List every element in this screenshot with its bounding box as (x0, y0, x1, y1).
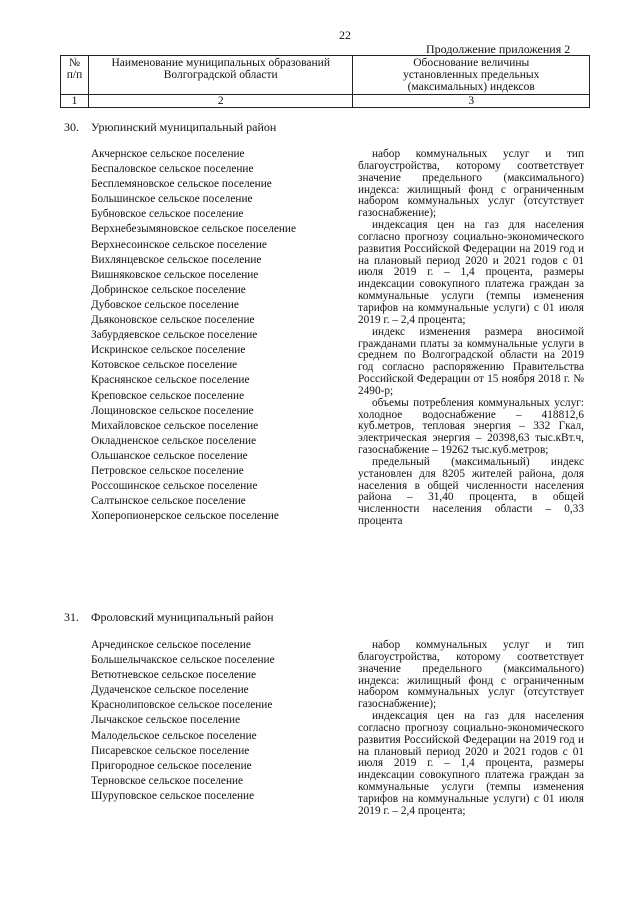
settlement-item: Искринское сельское поселение (91, 344, 246, 357)
header-num-2: 2 (88, 95, 352, 108)
settlement-item: Большелычакское сельское поселение (91, 654, 275, 667)
settlement-item: Лощиновское сельское поселение (91, 404, 254, 417)
section-31-number: 31. (64, 610, 79, 624)
header-row (61, 56, 590, 95)
header-col-name (88, 56, 352, 95)
settlement-item: Салтынское сельское поселение (91, 495, 246, 508)
settlement-item: Арчединское сельское поселение (91, 639, 251, 651)
settlement-item: Котовское сельское поселение (91, 359, 238, 372)
settlement-item: Ветютневское сельское поселение (91, 669, 257, 682)
header-col-just-line1: Обоснование величины (413, 57, 530, 69)
settlement-item: Беспаловское сельское поселение (91, 163, 254, 176)
settlement-item: Писаревское сельское поселение (91, 744, 250, 757)
settlement-item: Пригородное сельское поселение (91, 759, 252, 772)
settlement-item: Дубовское сельское поселение (91, 298, 239, 311)
settlement-item: Краснянское сельское поселение (91, 374, 250, 387)
header-table (60, 55, 590, 108)
section-30-settlement-list (91, 147, 296, 524)
page-number: 22 (339, 28, 351, 42)
settlement-item: Бубновское сельское поселение (91, 208, 244, 221)
settlement-item: Хоперопионерское сельское поселение (91, 510, 279, 523)
header-col-justification (353, 56, 590, 95)
justification-paragraph: объемы потребления коммунальных услуг: холодное водоснабжение – 418812,6 куб.метров, тепловая энергия – 332 Гкал, электрическая энергия – 20398,63 тыс.кВт.ч, газоснабжение – 19262 тыс.куб.метров; (358, 396, 584, 457)
settlement-item: Малодельское сельское поселение (91, 729, 257, 742)
header-col-name-line1: Наименование муниципальных образований (111, 57, 330, 69)
section-30-title: Урюпинский муниципальный район (91, 120, 277, 134)
header-col-number-text: № п/п (66, 57, 83, 81)
header-col-number (61, 56, 89, 95)
settlement-item: Петровское сельское поселение (91, 464, 244, 477)
settlement-item: Краснолиповское сельское поселение (91, 699, 273, 712)
header-col-just-line2: установленных предельных (403, 69, 540, 81)
settlement-item: Вихлянцевское сельское поселение (91, 253, 262, 266)
settlement-item: Добринское сельское поселение (91, 283, 246, 296)
justification-paragraph: индексация цен на газ для населения согласно прогнозу социально-экономического развития Российской Федерации на 2019 год и на плановый период 2020 и 2021 годов с 01 июля 2019 г. – 1,4 процента, размеры индексации совокупного платежа граждан за коммунальные услуги (темпы изменения тарифов на коммунальные услуги) с 01 июля 2019 г. – 2,4 процента; (358, 710, 584, 817)
settlement-item: Креповское сельское поселение (91, 389, 245, 402)
section-31-title: Фроловский муниципальный район (91, 610, 274, 624)
section-31-justification (358, 640, 584, 818)
continuation-label: Продолжение приложения 2 (426, 42, 571, 56)
justification-paragraph: набор коммунальных услуг и тип благоустройства, которому соответствует значение предельного (максимального) индекса: жилищный фонд с ограниченным набором коммунальных услуг (отсутствует газоснабжение); (358, 639, 584, 711)
settlement-item: Забурдяевское сельское поселение (91, 329, 258, 342)
justification-paragraph: предельный (максимальный) индекс установлен для 8205 жителей района, доля населения в общей численности населения района – 31,40 процента, в общей численности населения области – 0,33 процента (358, 455, 584, 528)
section-30-number: 30. (64, 120, 79, 134)
justification-paragraph: индекс изменения размера вносимой гражданами платы за коммунальные услуги в среднем по Волгоградской области на 2019 год согласно распоряжению Правительства Российской Федерации от 15 ноября 2018 г. № 2490-р; (358, 325, 584, 397)
settlement-item: Акчернское сельское поселение (91, 148, 245, 160)
settlement-item: Терновское сельское поселение (91, 774, 244, 787)
settlement-item: Дудаченское сельское поселение (91, 684, 249, 697)
settlement-item: Михайловское сельское поселение (91, 419, 259, 432)
header-col-name-line2: Волгоградской области (163, 69, 278, 81)
settlement-item: Большинское сельское поселение (91, 193, 253, 206)
justification-paragraph: набор коммунальных услуг и тип благоустройства, которому соответствует значение предельного (максимального) индекса: жилищный фонд с ограниченным набором коммунальных услуг (отсутствует газоснабжение); (358, 148, 584, 220)
settlement-item: Лычакское сельское поселение (91, 714, 241, 727)
settlement-item: Бесплемяновское сельское поселение (91, 178, 272, 191)
settlement-item: Вишняковское сельское поселение (91, 268, 259, 281)
settlement-item: Верхнесоинское сельское поселение (91, 238, 267, 251)
settlement-item: Верхнебезымяновское сельское поселение (91, 223, 296, 236)
header-numbers-row (61, 95, 590, 108)
header-num-1: 1 (61, 95, 89, 108)
header-num-3: 3 (353, 95, 590, 108)
settlement-item: Окладненское сельское поселение (91, 434, 257, 447)
settlement-item: Шуруповское сельское поселение (91, 789, 255, 802)
settlement-item: Россошинское сельское поселение (91, 480, 258, 493)
justification-paragraph: индексация цен на газ для населения согласно прогнозу социально-экономического развития Российской Федерации на 2019 год и на плановый период 2020 и 2021 годов с 01 июля 2019 г. – 1,4 процента, размеры индексации совокупного платежа граждан за коммунальные услуги (темпы изменения тарифов на коммунальные услуги) с 01 июля 2019 г. – 2,4 процента; (358, 219, 584, 326)
section-31-settlement-list (91, 638, 275, 804)
header-col-just-line3: (максимальных) индексов (407, 81, 535, 93)
settlement-item: Дьяконовское сельское поселение (91, 314, 255, 327)
settlement-item: Ольшанское сельское поселение (91, 449, 248, 462)
section-30-justification (358, 149, 584, 528)
